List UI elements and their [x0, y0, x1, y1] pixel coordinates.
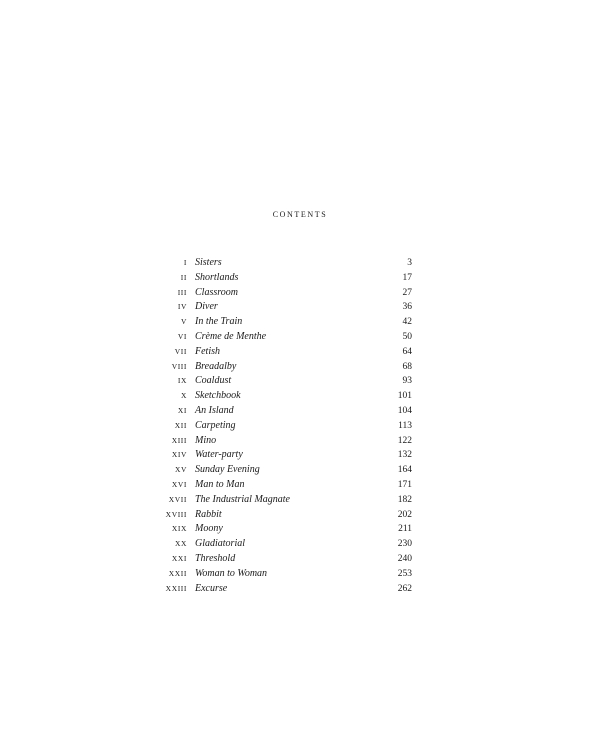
chapter-numeral: XII — [174, 420, 187, 430]
chapter-title: Breadalby — [195, 360, 237, 372]
toc-entry — [160, 434, 412, 449]
table-of-contents — [160, 256, 412, 596]
chapter-numeral: V — [180, 317, 187, 327]
chapter-title: Sisters — [195, 257, 222, 268]
toc-entry — [160, 300, 412, 315]
chapter-title: Mino — [195, 434, 217, 446]
chapter-numeral: II — [180, 272, 187, 282]
toc-entry — [160, 389, 412, 404]
page-number: 113 — [398, 420, 412, 431]
page-number: 132 — [397, 450, 412, 461]
toc-entry — [160, 493, 412, 508]
page-number: 3 — [407, 258, 412, 268]
contents-heading: contents — [272, 208, 328, 220]
chapter-title: Moony — [195, 523, 223, 535]
page-number: 50 — [402, 331, 412, 342]
chapter-title: An Island — [195, 404, 234, 416]
chapter-title: In the Train — [195, 316, 243, 328]
chapter-numeral: IV — [177, 302, 187, 312]
page-number: 202 — [397, 509, 412, 520]
chapter-title: Excurse — [195, 582, 228, 594]
chapter-numeral: III — [177, 287, 187, 297]
toc-entry — [160, 374, 412, 389]
chapter-title: Sunday Evening — [195, 464, 260, 476]
page-number: 101 — [397, 391, 412, 402]
chapter-title: Water-party — [195, 449, 243, 461]
chapter-title: Man to Man — [195, 478, 245, 490]
page-number: 122 — [397, 435, 412, 446]
toc-entry — [160, 330, 412, 345]
chapter-numeral: XVI — [171, 479, 187, 489]
page-number: 36 — [402, 302, 412, 313]
chapter-title: Sketchbook — [195, 390, 241, 402]
toc-entry — [160, 286, 412, 301]
toc-entry — [160, 360, 412, 375]
chapter-title: Crème de Menthe — [195, 330, 267, 342]
chapter-numeral: XVIII — [165, 509, 187, 519]
toc-entry — [160, 567, 412, 582]
chapter-title: Carpeting — [195, 419, 236, 431]
toc-entry — [160, 315, 412, 330]
chapter-numeral: XXII — [168, 568, 187, 578]
chapter-numeral: XXIII — [165, 583, 187, 593]
page-number: 64 — [402, 346, 412, 357]
chapter-numeral: XX — [174, 539, 187, 549]
chapter-numeral: XVII — [168, 494, 187, 504]
chapter-title: Fetish — [195, 345, 220, 357]
chapter-numeral: VIII — [171, 361, 187, 371]
toc-entry — [160, 448, 412, 463]
toc-entry — [160, 463, 412, 478]
page-number: 211 — [398, 524, 412, 535]
chapter-numeral: XXI — [171, 553, 187, 563]
chapter-numeral: XIII — [171, 435, 187, 445]
toc-entry — [160, 522, 412, 537]
chapter-numeral: I — [183, 258, 187, 267]
toc-entry — [160, 256, 412, 271]
chapter-title: Diver — [195, 301, 218, 313]
toc-entry — [160, 552, 412, 567]
chapter-title: Gladiatorial — [195, 538, 246, 550]
page-number: 104 — [397, 405, 412, 416]
chapter-numeral: XIX — [171, 524, 187, 534]
page-number: 17 — [402, 272, 412, 283]
chapter-title: Shortlands — [195, 271, 239, 283]
page-number: 253 — [397, 568, 412, 579]
chapter-title: Classroom — [195, 286, 238, 298]
toc-entry — [160, 404, 412, 419]
toc-entry — [160, 508, 412, 523]
page-number: 240 — [397, 553, 412, 564]
chapter-numeral: X — [180, 391, 187, 401]
chapter-numeral: XI — [177, 405, 187, 415]
chapter-numeral: VI — [177, 331, 187, 341]
page-number: 230 — [397, 539, 412, 550]
chapter-title: Coaldust — [195, 375, 232, 387]
chapter-numeral: XIV — [171, 450, 187, 460]
page-number: 262 — [397, 583, 412, 594]
page-number: 171 — [397, 479, 412, 490]
page-number: 93 — [402, 376, 412, 387]
toc-entry — [160, 537, 412, 552]
chapter-title: Threshold — [195, 552, 236, 564]
page-number: 182 — [397, 494, 412, 505]
page-number: 27 — [402, 287, 412, 298]
chapter-numeral: IX — [177, 376, 187, 386]
toc-entry — [160, 419, 412, 434]
toc-entry — [160, 582, 412, 597]
toc-entry — [160, 271, 412, 286]
chapter-title: Woman to Woman — [195, 567, 268, 579]
chapter-title: Rabbit — [195, 508, 222, 520]
toc-entry — [160, 478, 412, 493]
chapter-numeral: VII — [174, 346, 187, 356]
chapter-numeral: XV — [174, 465, 187, 475]
chapter-title: The Industrial Magnate — [195, 493, 290, 505]
page-number: 164 — [397, 465, 412, 476]
toc-entry — [160, 345, 412, 360]
page-number: 42 — [402, 317, 412, 328]
page-number: 68 — [402, 361, 412, 372]
